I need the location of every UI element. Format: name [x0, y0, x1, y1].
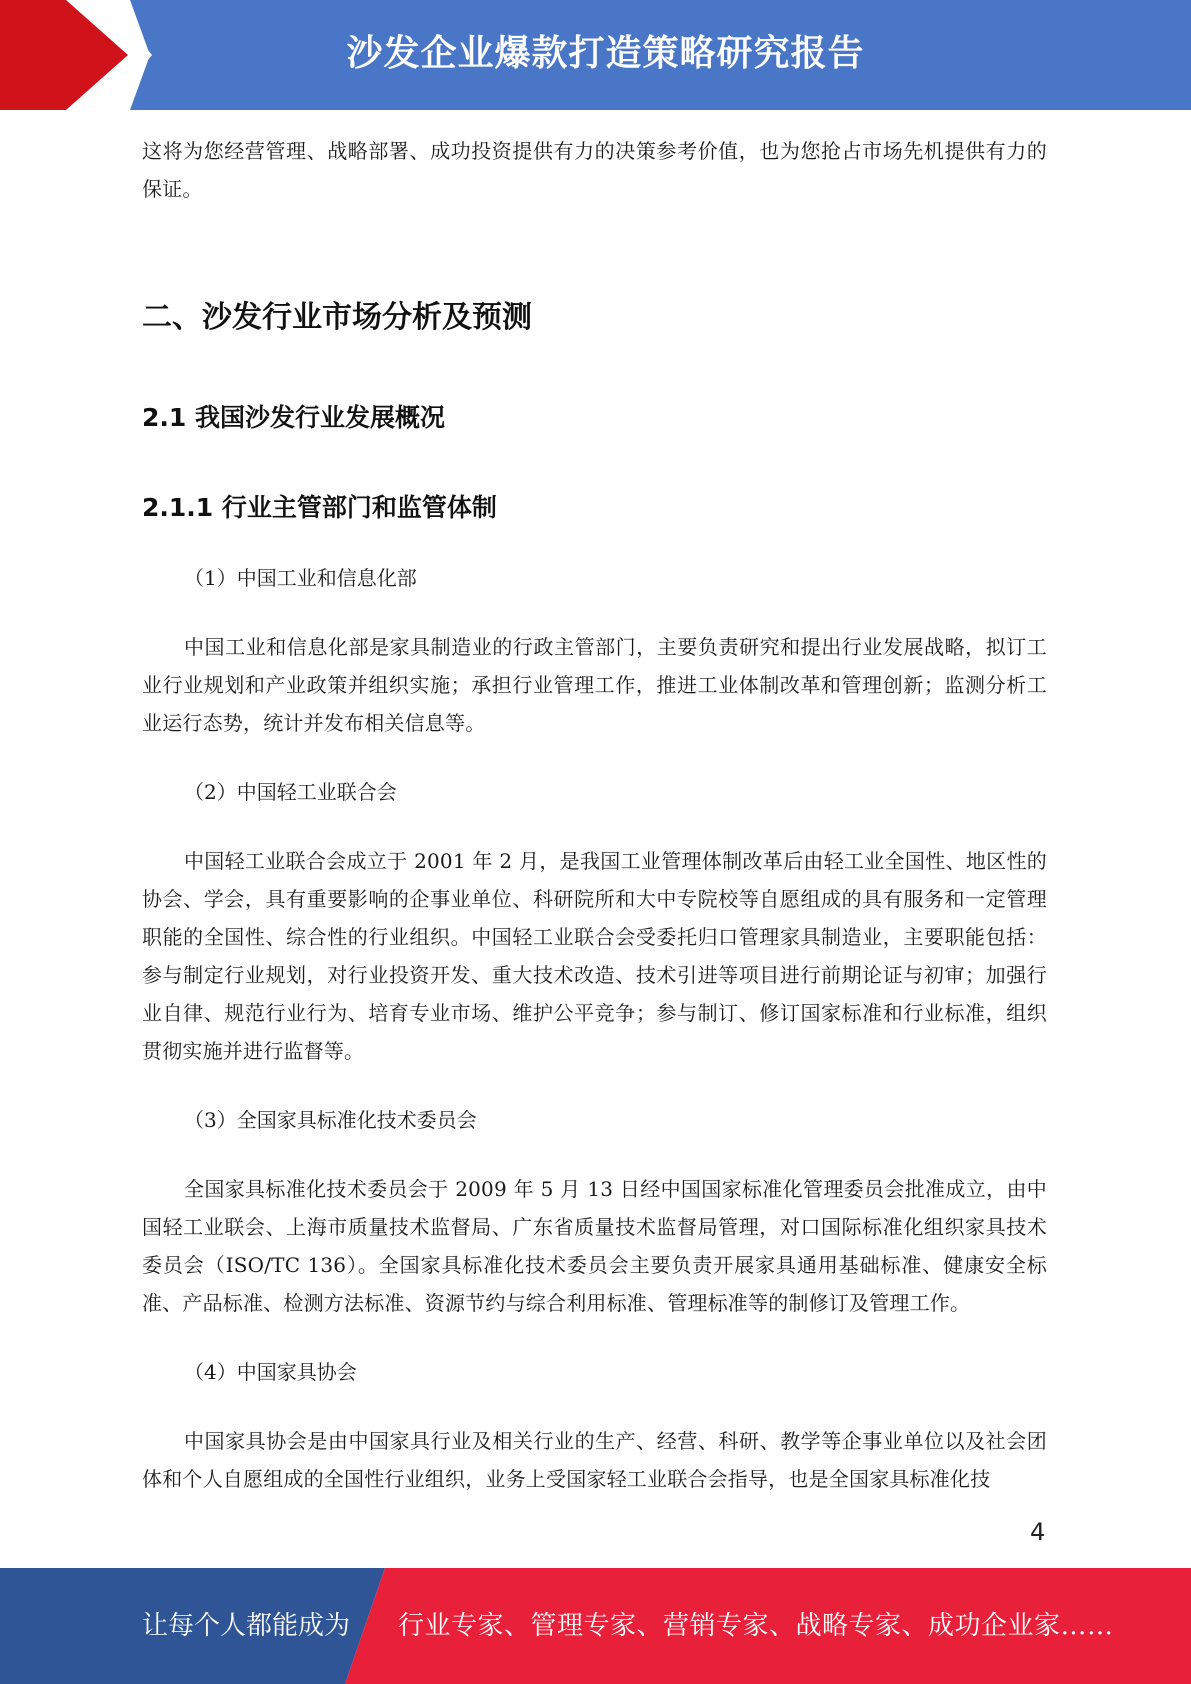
item-2-paragraph: 中国轻工业联合会成立于 2001 年 2 月，是我国工业管理体制改革后由轻工业全国性、地区性的协会、学会，具有重要影响的企事业单位、科研院所和大中专院校等自愿组成的具有服务和一定管理职能的全国性、综合性的行业组织。中国轻工业联合会受委托归口管理家具制造业，主要职能包括：参与制定行业规划，对行业投资开发、重大技术改造、技术引进等项目进行前期论证与初审；加强行业自律、规范行业行为、培育专业市场、维护公平竞争；参与制订、修订国家标准和行业标准，组织贯彻实施并进行监督等。 [142, 849, 1047, 1063]
item-4-paragraph: 中国家具协会是由中国家具行业及相关行业的生产、经营、科研、教学等企事业单位以及社会团体和个人自愿组成的全国性行业组织，业务上受国家轻工业联合会指导，也是全国家具标准化技 [142, 1429, 1047, 1491]
intro-paragraph: 这将为您经营管理、战略部署、成功投资提供有力的决策参考价值，也为您抢占市场先机提供有力的保证。 [142, 139, 1047, 201]
footer-slogan-right: 行业专家、管理专家、营销专家、战略专家、成功企业家…… [398, 1611, 1114, 1641]
item-4-label: （4）中国家具协会 [184, 1360, 357, 1384]
item-2-label: （2）中国轻工业联合会 [184, 780, 397, 804]
page-footer [0, 1568, 1191, 1684]
item-1-paragraph: 中国工业和信息化部是家具制造业的行政主管部门，主要负责研究和提出行业发展战略，拟订工业行业规划和产业政策并组织实施；承担行业管理工作，推进工业体制改革和管理创新；监测分析工业运行态势，统计并发布相关信息等。 [142, 635, 1047, 735]
report-title: 沙发企业爆款打造策略研究报告 [346, 33, 865, 74]
item-3-label: （3）全国家具标准化技术委员会 [184, 1108, 477, 1132]
page-header [0, 0, 1191, 110]
page-number: 4 [1030, 1518, 1046, 1546]
section-heading: 二、沙发行业市场分析及预测 [142, 300, 532, 335]
subsection-heading: 2.1 我国沙发行业发展概况 [142, 403, 445, 432]
footer-slogan-left: 让每个人都能成为 [142, 1611, 351, 1641]
item-1-label: （1）中国工业和信息化部 [184, 566, 417, 590]
item-3-paragraph: 全国家具标准化技术委员会于 2009 年 5 月 13 日经中国国家标准化管理委员会批准成立，由中国轻工业联会、上海市质量技术监督局、广东省质量技术监督局管理，对口国际标准化组织家具技术委员会（ISO/TC 136）。全国家具标准化技术委员会主要负责开展家具通用基础标准、健康安全标准、产品标准、检测方法标准、资源节约与综合利用标准、管理标准等的制修订及管理工作。 [142, 1177, 1047, 1315]
subsubsection-heading: 2.1.1 行业主管部门和监管体制 [142, 493, 497, 522]
